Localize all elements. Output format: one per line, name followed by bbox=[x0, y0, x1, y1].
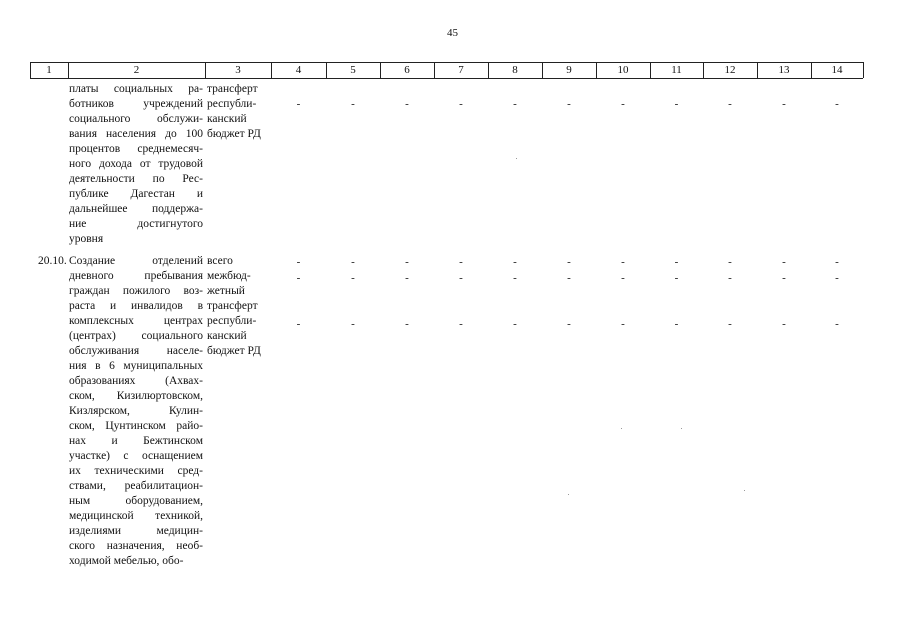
column-header: 8 bbox=[512, 64, 518, 76]
row-funding-source bbox=[207, 82, 279, 142]
column-header: 2 bbox=[133, 64, 140, 76]
value-cell: - bbox=[351, 98, 355, 110]
text-line: обслуживания населе- bbox=[69, 345, 203, 357]
column-header: 4 bbox=[295, 64, 302, 76]
value-cell: - bbox=[459, 98, 463, 110]
text-line: социального обслужи- bbox=[69, 113, 203, 125]
value-cell: - bbox=[782, 98, 786, 110]
value-cell: - bbox=[459, 318, 463, 330]
value-cell: - bbox=[567, 272, 571, 284]
text-line: трансферт bbox=[207, 300, 258, 312]
scan-speck bbox=[516, 158, 517, 159]
value-cell: - bbox=[674, 318, 679, 330]
text-line: вания населения до 100 bbox=[69, 128, 203, 140]
value-cell: - bbox=[296, 98, 301, 110]
text-line: (центрах) социального bbox=[69, 330, 203, 342]
value-cell: - bbox=[835, 318, 839, 330]
row-description bbox=[69, 254, 203, 569]
column-header: 7 bbox=[458, 64, 464, 76]
value-cell: - bbox=[513, 272, 517, 284]
value-cell: - bbox=[405, 318, 409, 330]
column-header: 14 bbox=[831, 64, 843, 76]
page-number: 45 bbox=[447, 27, 458, 39]
row-description bbox=[69, 82, 203, 247]
value-cell: - bbox=[513, 256, 517, 268]
column-rule bbox=[863, 62, 864, 78]
scan-speck bbox=[568, 494, 569, 495]
value-cell: - bbox=[405, 256, 409, 268]
text-line: ботников учреждений bbox=[69, 98, 203, 110]
text-line: всего bbox=[207, 255, 233, 267]
value-cell: - bbox=[835, 256, 839, 268]
value-cell: - bbox=[728, 256, 732, 268]
value-cell: - bbox=[296, 272, 301, 284]
text-line: дальнейшее поддержа- bbox=[69, 203, 203, 215]
text-line: комплексных центрах bbox=[69, 315, 203, 327]
value-cell: - bbox=[674, 256, 679, 268]
value-cell: - bbox=[405, 98, 409, 110]
value-cell: - bbox=[513, 98, 517, 110]
value-cell: - bbox=[621, 318, 625, 330]
value-cell: - bbox=[782, 318, 786, 330]
text-line: раста и инвалидов в bbox=[69, 300, 203, 312]
value-cell: - bbox=[296, 318, 301, 330]
value-cell: - bbox=[621, 256, 625, 268]
text-line: ного дохода от трудовой bbox=[69, 158, 203, 170]
text-line: нах и Бежтинском bbox=[69, 435, 203, 447]
text-line: образованиях (Ахвах- bbox=[69, 375, 203, 387]
row-number: 20.10. bbox=[38, 255, 67, 267]
text-line: республи- bbox=[207, 315, 257, 327]
value-cell: - bbox=[621, 98, 625, 110]
value-cell: - bbox=[674, 272, 679, 284]
text-line: граждан пожилого воз- bbox=[69, 285, 203, 297]
value-cell: - bbox=[621, 272, 625, 284]
text-line: ском, Кизилюртовском, bbox=[69, 390, 203, 402]
value-cell: - bbox=[567, 318, 571, 330]
text-line: межбюд- bbox=[207, 270, 251, 282]
value-cell: - bbox=[567, 98, 571, 110]
value-cell: - bbox=[728, 272, 732, 284]
value-cell: - bbox=[835, 272, 839, 284]
text-line: ния в 6 муниципальных bbox=[69, 360, 203, 372]
value-cell: - bbox=[405, 272, 409, 284]
text-line: трансферт bbox=[207, 83, 258, 95]
table-rule bbox=[30, 78, 863, 79]
text-line: ствами, реабилитацион- bbox=[69, 480, 203, 492]
column-header: 13 bbox=[778, 64, 790, 76]
text-line: Кизлярском, Кулин- bbox=[69, 405, 203, 417]
column-header: 6 bbox=[404, 64, 410, 76]
text-line: канский bbox=[207, 330, 247, 342]
text-line: ском, Цунтинском райо- bbox=[69, 420, 203, 432]
value-cell: - bbox=[728, 98, 732, 110]
value-cell: - bbox=[459, 256, 463, 268]
scan-speck bbox=[621, 428, 622, 429]
value-cell: - bbox=[782, 256, 786, 268]
value-cell: - bbox=[351, 256, 355, 268]
text-line: деятельности по Рес- bbox=[69, 173, 203, 185]
value-cell: - bbox=[567, 256, 571, 268]
text-line: Создание отделений bbox=[69, 255, 203, 267]
text-line: их техническими сред- bbox=[69, 465, 203, 477]
text-line: ского назначения, необ- bbox=[69, 540, 203, 552]
column-header: 1 bbox=[46, 64, 52, 76]
text-line: изделиями медицин- bbox=[69, 525, 203, 537]
text-line: публике Дагестан и bbox=[69, 188, 203, 200]
text-line: платы социальных ра- bbox=[69, 83, 203, 95]
value-cell: - bbox=[459, 272, 463, 284]
value-cell: - bbox=[296, 256, 301, 268]
text-line: бюджет РД bbox=[207, 128, 261, 140]
value-cell: - bbox=[513, 318, 517, 330]
text-line: ным оборудованием, bbox=[69, 495, 203, 507]
text-line: уровня bbox=[69, 233, 104, 245]
value-cell: - bbox=[351, 318, 355, 330]
row-funding-source bbox=[207, 254, 279, 359]
column-header: 12 bbox=[724, 64, 736, 76]
column-header: 11 bbox=[671, 64, 682, 76]
column-header: 10 bbox=[617, 64, 629, 76]
text-line: медицинской техникой, bbox=[69, 510, 203, 522]
scan-speck bbox=[744, 490, 745, 491]
text-line: канский bbox=[207, 113, 247, 125]
text-line: республи- bbox=[207, 98, 257, 110]
text-line: ние достигнутого bbox=[69, 218, 203, 230]
value-cell: - bbox=[728, 318, 732, 330]
text-line: бюджет РД bbox=[207, 345, 261, 357]
text-line: жетный bbox=[207, 285, 245, 297]
column-header: 9 bbox=[566, 64, 572, 76]
text-line: ходимой мебелью, обо- bbox=[69, 555, 184, 567]
scan-speck bbox=[681, 428, 682, 429]
value-cell: - bbox=[782, 272, 786, 284]
value-cell: - bbox=[351, 272, 355, 284]
value-cell: - bbox=[674, 98, 679, 110]
column-header: 3 bbox=[235, 64, 241, 76]
text-line: дневного пребывания bbox=[69, 270, 203, 282]
text-line: процентов среднемесяч- bbox=[69, 143, 203, 155]
value-cell: - bbox=[835, 98, 839, 110]
text-line: участке) с оснащением bbox=[69, 450, 203, 462]
column-header: 5 bbox=[350, 64, 356, 76]
